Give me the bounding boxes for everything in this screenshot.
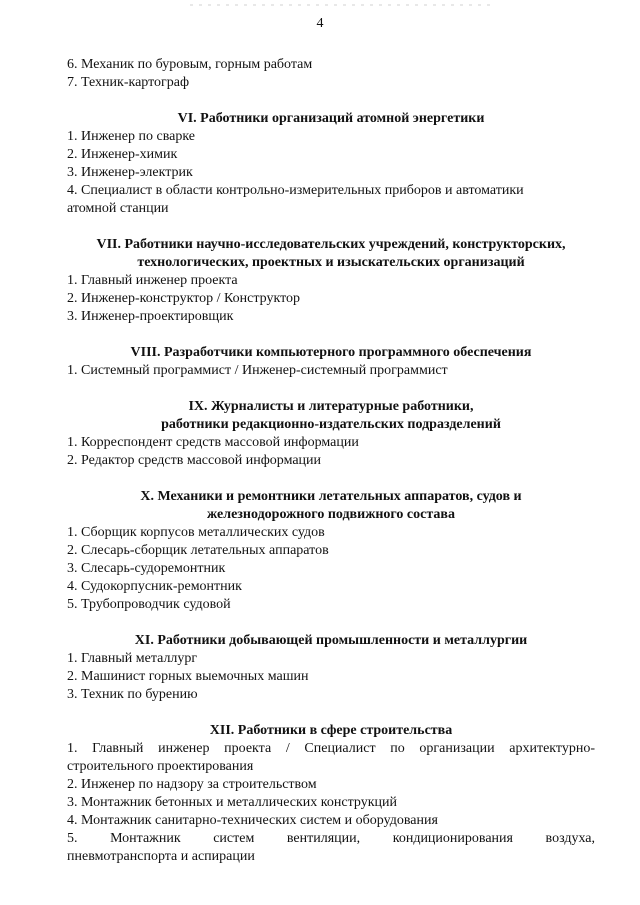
list-item: 2. Инженер-химик [67, 147, 178, 162]
list-item-continuation: атомной станции [67, 201, 169, 216]
list-item: 1. Главный инженер проекта [67, 273, 238, 288]
section-xii [67, 722, 595, 866]
section-viii [67, 344, 595, 380]
section-heading-continuation: железнодорожного подвижного состава [207, 507, 455, 522]
section-heading: XI. Работники добывающей промышленности и металлургии [134, 633, 528, 648]
list-item: 3. Монтажник бетонных и металлических конструкций [67, 795, 397, 810]
list-item: 3. Инженер-проектировщик [67, 309, 234, 324]
list-item-continuation: строительного проектирования [67, 759, 254, 774]
document-body [67, 56, 595, 866]
list-item: 4. Судокорпусник-ремонтник [67, 579, 242, 594]
list-item: 5. Трубопроводчик судовой [67, 597, 231, 612]
list-item: 3. Инженер-электрик [67, 165, 193, 180]
section-heading: VII. Работники научно-исследовательских учреждений, конструкторских, [96, 237, 566, 252]
section-ix [67, 398, 595, 470]
list-item: 3. Слесарь-судоремонтник [67, 561, 226, 576]
section-vii [67, 236, 595, 326]
list-item: 1. Сборщик корпусов металлических судов [67, 525, 325, 540]
scan-artifact [190, 4, 490, 6]
section-heading-continuation: работники редакционно-издательских подразделений [161, 417, 501, 432]
section-heading-continuation: технологических, проектных и изыскательских организаций [137, 255, 525, 270]
list-item: 1. Корреспондент средств массовой информации [67, 435, 359, 450]
section-x [67, 488, 595, 614]
list-item: 6. Механик по буровым, горным работам [67, 57, 313, 72]
list-item-continuation: пневмотранспорта и аспирации [67, 849, 255, 864]
section-heading: XII. Работники в сфере строительства [209, 723, 453, 738]
list-item: 2. Инженер по надзору за строительством [67, 777, 317, 792]
list-item: 4. Специалист в области контрольно-измерительных приборов и автоматики [67, 183, 524, 198]
section-heading: VI. Работники организаций атомной энергетики [177, 111, 485, 126]
section-heading: IX. Журналисты и литературные работники, [188, 399, 474, 414]
list-item: 4. Монтажник санитарно-технических систем и оборудования [67, 813, 438, 828]
list-item: 5. Монтажник систем вентиляции, кондиционирования воздуха, [67, 831, 595, 846]
section-heading: X. Механики и ремонтники летательных аппаратов, судов и [140, 489, 522, 504]
list-item: 3. Техник по бурению [67, 687, 198, 702]
section-vi [67, 110, 595, 218]
list-item: 2. Редактор средств массовой информации [67, 453, 322, 468]
list-item: 1. Главный металлург [67, 651, 198, 666]
list-item: 1. Главный инженер проекта / Специалист по организации архитектурно- [67, 741, 595, 756]
list-item: 2. Машинист горных выемочных машин [67, 669, 309, 684]
section-xi [67, 632, 595, 704]
list-item: 2. Инженер-конструктор / Конструктор [67, 291, 301, 306]
list-item: 2. Слесарь-сборщик летательных аппаратов [67, 543, 329, 558]
list-item: 1. Системный программист / Инженер-системный программист [67, 363, 448, 378]
list-item: 1. Инженер по сварке [67, 129, 196, 144]
page-number: 4 [316, 16, 324, 31]
section-heading: VIII. Разработчики компьютерного программного обеспечения [130, 345, 532, 360]
list-item: 7. Техник-картограф [67, 75, 190, 90]
